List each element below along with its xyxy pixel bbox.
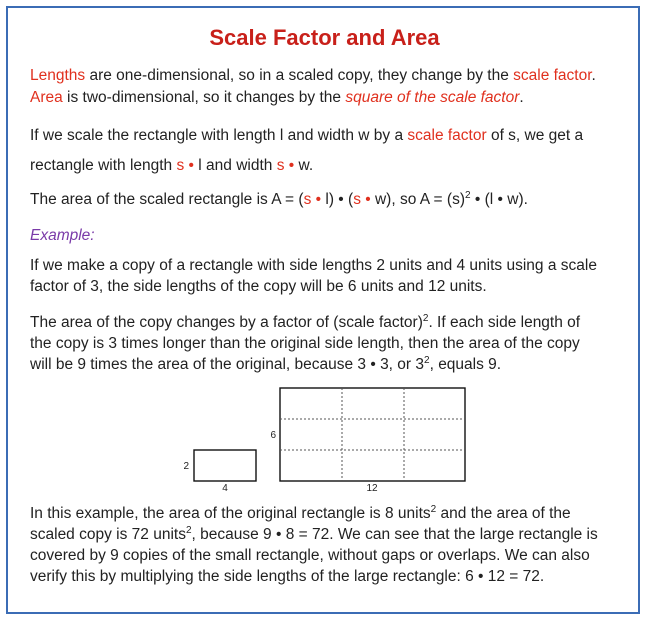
rule-line-1 (30, 126, 583, 146)
large-width-label: 12 (366, 483, 378, 494)
factor-text: will be 9 times the area of the original, because 3 • 3, or 3 (30, 356, 425, 373)
example-line-1: If we make a copy of a rectangle with side lengths 2 units and 4 units using a scale (30, 257, 597, 274)
conclusion-line-3: covered by 9 copies of the small rectangle, without gaps or overlaps. We can also (30, 547, 590, 564)
rule-text: w. (294, 157, 314, 174)
intro-text: are one-dimensional, so in a scaled copy, they change by the (85, 67, 514, 84)
s-factor: s • (176, 157, 194, 174)
conclusion-text: scaled copy is 72 units (30, 526, 186, 543)
small-rectangle (194, 450, 256, 481)
conclusion-text: and the area of the (436, 505, 571, 522)
intro-text: . (591, 67, 596, 84)
factor-text: . If each side length of (428, 314, 581, 331)
small-width-label: 4 (222, 483, 228, 494)
area-text: • (l • w). (470, 191, 528, 208)
small-height-label: 2 (183, 461, 189, 472)
factor-text: The area of the copy changes by a factor of (scale factor) (30, 314, 423, 331)
factor-text: , equals 9. (429, 356, 502, 373)
square-scale-factor-term: square of the scale factor (345, 89, 520, 106)
area-formula-line (30, 190, 528, 210)
conclusion-text: In this example, the area of the original rectangle is 8 units (30, 505, 431, 522)
exponent: 2 (465, 189, 471, 201)
conclusion-line-1 (30, 504, 571, 524)
s-factor: s • (303, 191, 322, 208)
exponent: 2 (424, 354, 430, 366)
scale-factor-term: scale factor (513, 67, 592, 84)
factor-line-3 (30, 355, 501, 375)
intro-text: . (519, 89, 524, 106)
rule-text: If we scale the rectangle with length l and width w by a (30, 127, 408, 144)
conclusion-line-4: verify this by multiplying the side lengths of the large rectangle: 6 • 12 = 72. (30, 568, 545, 585)
rule-text: rectangle with length (30, 157, 177, 174)
rule-text: l and width (193, 157, 277, 174)
area-text: w), so A = (s) (370, 191, 465, 208)
intro-line-1 (30, 66, 596, 86)
exponent: 2 (430, 503, 437, 515)
factor-line-1 (30, 313, 580, 333)
example-label: Example: (30, 227, 95, 244)
s-factor: s • (353, 191, 371, 208)
rectangles-diagram (180, 383, 480, 495)
page-title: Scale Factor and Area (209, 25, 440, 50)
area-text: The area of the scaled rectangle is A = ( (30, 191, 304, 208)
intro-line-2 (30, 88, 524, 108)
example-line-2: factor of 3, the side lengths of the copy will be 6 units and 12 units. (30, 278, 487, 295)
conclusion-text: , because 9 • 8 = 72. We can see that the large rectangle is (191, 526, 598, 543)
lengths-term: Lengths (30, 67, 86, 84)
intro-text: is two-dimensional, so it changes by the (62, 89, 346, 106)
exponent: 2 (422, 312, 429, 324)
factor-line-2: the copy is 3 times longer than the original side length, then the area of the copy (30, 335, 580, 352)
s-factor: s • (276, 157, 295, 174)
rule-line-2 (30, 156, 313, 176)
scale-factor-term: scale factor (407, 127, 487, 144)
area-term: Area (30, 89, 63, 106)
large-height-label: 6 (270, 430, 276, 441)
rule-text: of s, we get a (486, 127, 584, 144)
exponent: 2 (185, 524, 192, 536)
large-rectangle (280, 388, 465, 481)
conclusion-line-2 (30, 525, 598, 545)
area-text: l) • ( (321, 191, 354, 208)
